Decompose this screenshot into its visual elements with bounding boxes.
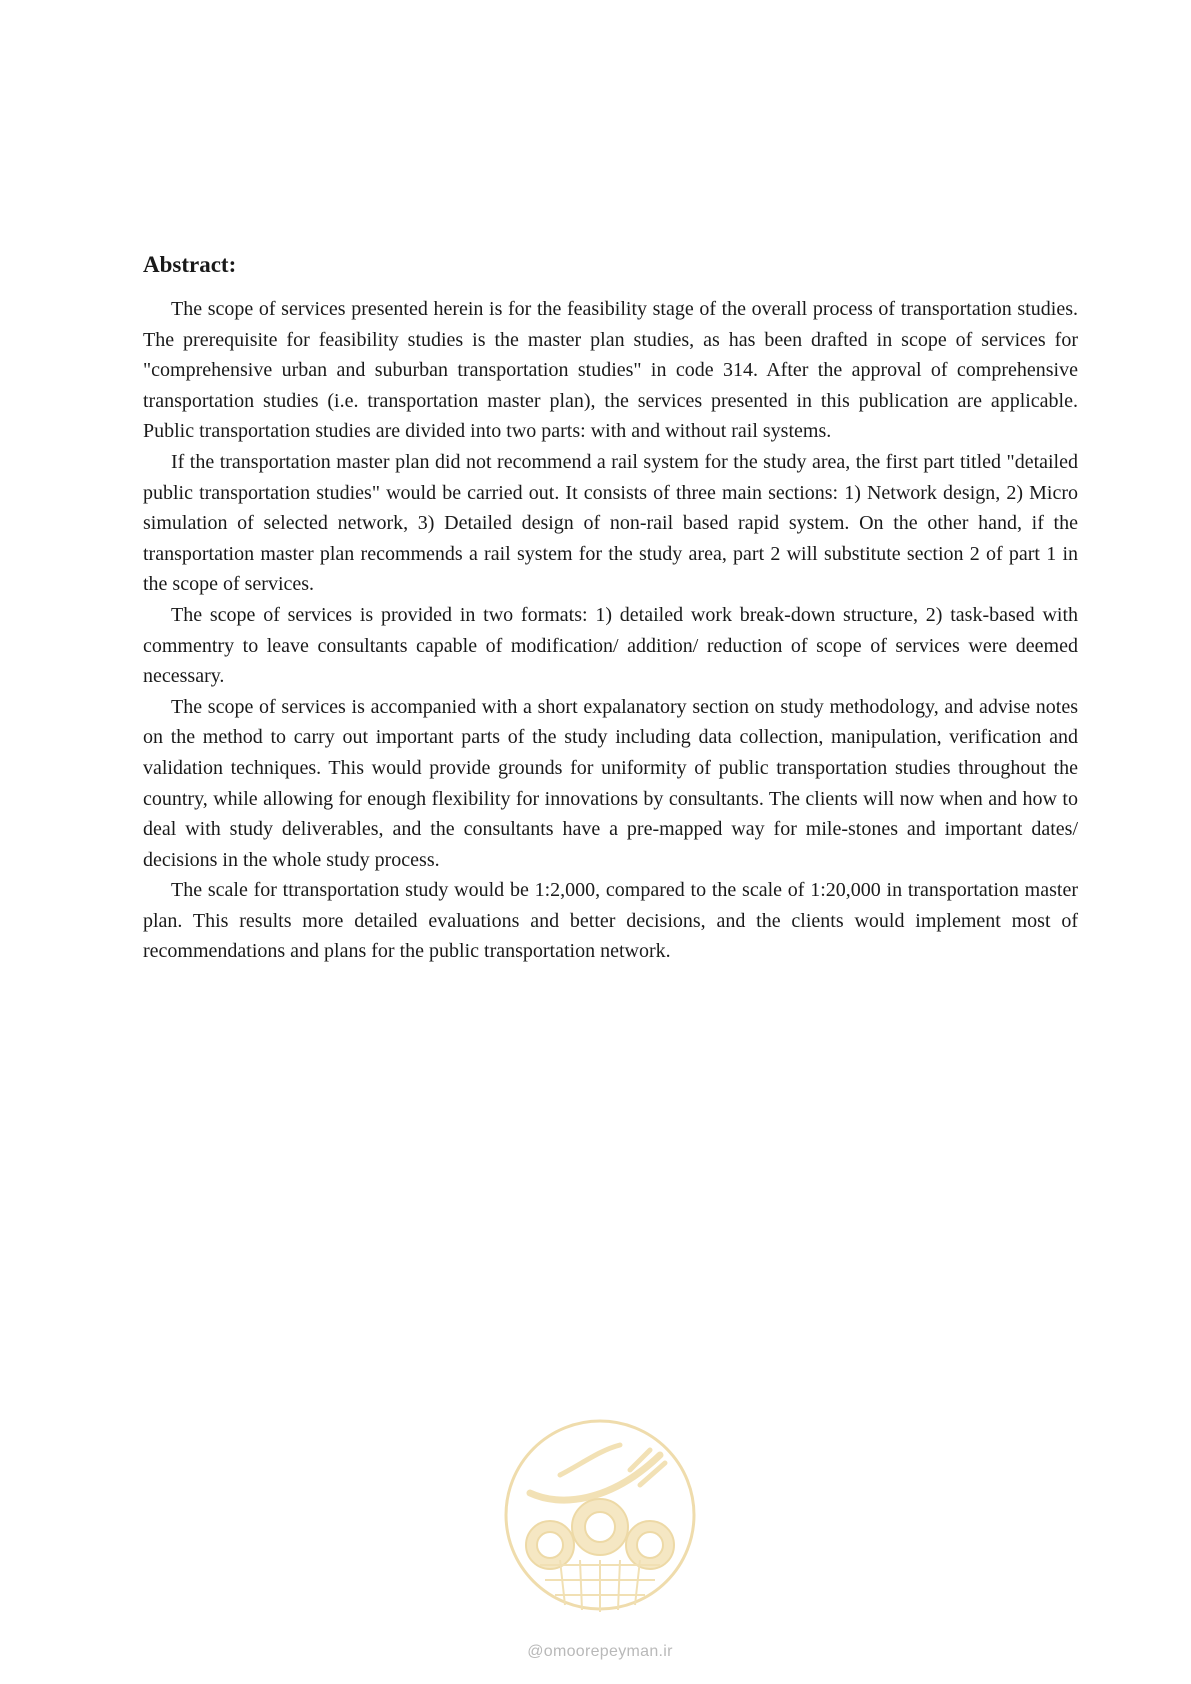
watermark-logo-icon xyxy=(500,1415,700,1615)
abstract-paragraph: The scope of services is accompanied with a short expalanatory section on study methodology, and advise notes on the method to carry out important parts of the study including data collection, manipulation, verification and validation techniques. This would provide grounds for uniformity of public transportation studies throughout the country, while allowing for enough flexibility for innovations by consultants. The clients will now when and how to deal with study deliverables, and the consultants have a pre-mapped way for mile-stones and important dates/ decisions in the whole study process. xyxy=(143,695,1078,871)
watermark-url: @omoorepeyman.ir xyxy=(527,1643,673,1660)
abstract-heading: Abstract: xyxy=(143,252,237,277)
abstract-paragraph: The scale for ttransportation study would be 1:2,000, compared to the scale of 1:20,000 in transportation master plan. This results more detailed evaluations and better decisions, and the clients would implement most of recommendations and plans for the public transportation network. xyxy=(143,879,1078,963)
abstract-paragraph: The scope of services presented herein is for the feasibility stage of the overall process of transportation studies. The prerequisite for feasibility studies is the master plan studies, as has been drafted in scope of services for "comprehensive urban and suburban transportation studies" in code 314. After the approval of comprehensive transportation studies (i.e. transportation master plan), the services presented in this publication are applicable. Public transportation studies are divided into two parts: with and without rail systems. xyxy=(143,298,1078,443)
abstract-section xyxy=(143,250,1078,967)
abstract-paragraph: The scope of services is provided in two formats: 1) detailed work break-down structure, 2) task-based with commentry to leave consultants capable of modification/ addition/ reduction of scope of services were deemed necessary. xyxy=(143,603,1078,688)
abstract-paragraph: If the transportation master plan did not recommend a rail system for the study area, the first part titled "detailed public transportation studies" would be carried out. It consists of three main sections: 1) Network design, 2) Micro simulation of selected network, 3) Detailed design of non-rail based rapid system. On the other hand, if the transportation master plan recommends a rail system for the study area, part 2 will substitute section 2 of part 1 in the scope of services. xyxy=(143,450,1078,596)
